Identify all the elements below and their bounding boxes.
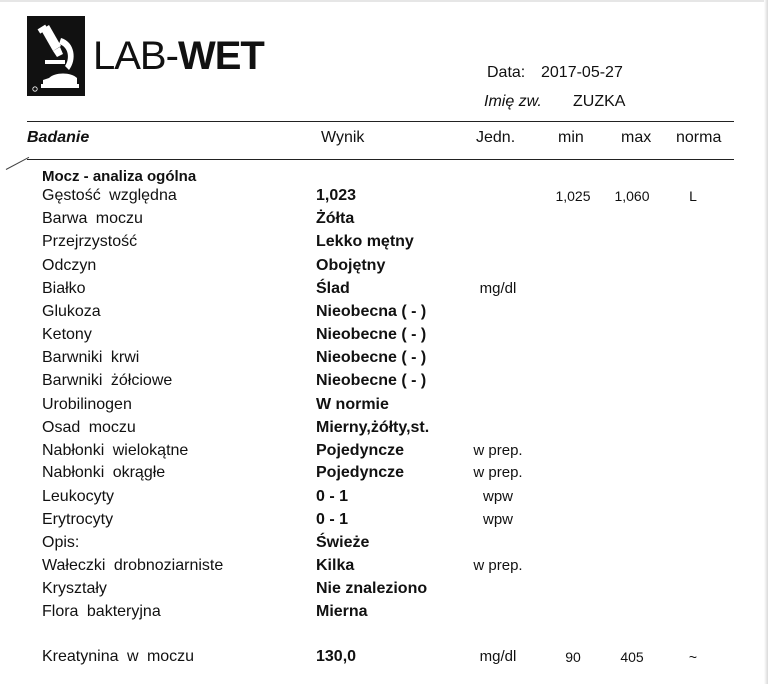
name-label: Imię zw. <box>484 93 542 110</box>
microscope-logo-icon <box>27 16 85 96</box>
table-row <box>0 256 768 279</box>
column-header-min: min <box>558 129 584 146</box>
column-header-test: Badanie <box>27 129 90 146</box>
row-test-name: Urobilinogen <box>42 396 132 413</box>
row-test-name: Flora bakteryjna <box>42 603 161 620</box>
row-unit: w prep. <box>473 557 523 574</box>
table-row <box>0 279 768 302</box>
row-test-name: Ketony <box>42 326 92 343</box>
pen-mark <box>6 157 29 170</box>
row-result: Świeże <box>316 534 370 551</box>
row-result: 0 - 1 <box>316 488 349 505</box>
row-test-name: Kryształy <box>42 580 107 597</box>
column-header-result: Wynik <box>321 129 365 146</box>
table-row <box>0 533 768 556</box>
row-min: 90 <box>565 649 581 665</box>
row-test-name: Leukocyty <box>42 488 115 505</box>
column-header-norm: norma <box>676 129 722 146</box>
row-result: Mierny,żółty,st. <box>316 419 430 436</box>
table-row <box>0 348 768 371</box>
table-row <box>0 441 768 464</box>
brand-logo-text <box>93 33 264 79</box>
row-result: 0 - 1 <box>316 511 349 528</box>
table-row <box>0 325 768 348</box>
row-test-name: Przejrzystość <box>42 233 138 250</box>
brand-logo-part-light: LAB- <box>93 34 178 78</box>
row-unit: mg/dl <box>479 280 517 297</box>
row-unit: w prep. <box>473 442 523 459</box>
row-result: Mierna <box>316 603 368 620</box>
row-result: 1,023 <box>316 187 357 204</box>
table-row <box>0 510 768 533</box>
table-top-rule <box>27 121 734 122</box>
table-row <box>0 371 768 394</box>
table-row <box>0 579 768 602</box>
row-result: Nieobecne ( - ) <box>316 349 427 366</box>
column-header-unit: Jedn. <box>476 129 516 146</box>
row-norm: L <box>689 188 697 204</box>
row-unit: wpw <box>482 488 513 505</box>
table-header-rule <box>27 159 734 160</box>
row-test-name: Osad moczu <box>42 419 136 436</box>
date-value: 2017-05-27 <box>541 64 623 81</box>
table-row <box>0 418 768 441</box>
row-max: 405 <box>620 649 644 665</box>
row-result: Żółta <box>316 210 355 227</box>
table-row <box>0 487 768 510</box>
table-row <box>0 209 768 232</box>
table-row <box>0 395 768 418</box>
name-value: ZUZKA <box>573 93 626 110</box>
row-test-name: Białko <box>42 280 86 297</box>
row-result: Ślad <box>316 280 350 297</box>
row-test-name: Erytrocyty <box>42 511 114 528</box>
table-row <box>0 602 768 625</box>
row-test-name: Odczyn <box>42 257 97 274</box>
row-test-name: Barwniki żółciowe <box>42 372 173 389</box>
row-test-name: Barwniki krwi <box>42 349 140 366</box>
row-test-name: Kreatynina w moczu <box>42 648 195 665</box>
row-result: Obojętny <box>316 257 386 274</box>
row-unit: wpw <box>482 511 513 528</box>
date-label: Data: <box>487 64 526 81</box>
row-result: W normie <box>316 396 389 413</box>
row-unit: mg/dl <box>479 648 517 665</box>
table-row <box>0 463 768 486</box>
row-test-name: Nabłonki wielokątne <box>42 442 189 459</box>
row-result: Kilka <box>316 557 355 574</box>
row-test-name: Wałeczki drobnoziarniste <box>42 557 224 574</box>
scan-top-edge <box>0 0 768 2</box>
row-min: 1,025 <box>555 188 591 204</box>
row-norm: ~ <box>688 649 698 665</box>
row-unit: w prep. <box>473 464 523 481</box>
row-test-name: Gęstość względna <box>42 187 177 204</box>
row-result: 130,0 <box>316 648 357 665</box>
row-result: Lekko mętny <box>316 233 414 250</box>
row-result: Nieobecna ( - ) <box>316 303 427 320</box>
row-result: Nieobecne ( - ) <box>316 372 427 389</box>
row-result: Nie znaleziono <box>316 580 428 597</box>
brand-logo-part-bold: WET <box>177 34 264 78</box>
row-test-name: Opis: <box>42 534 80 551</box>
section-title: Mocz - analiza ogólna <box>42 168 197 185</box>
table-row <box>0 232 768 255</box>
row-result: Pojedyncze <box>316 442 405 459</box>
row-result: Pojedyncze <box>316 464 405 481</box>
row-test-name: Glukoza <box>42 303 101 320</box>
table-row <box>0 556 768 579</box>
table-row <box>0 186 768 209</box>
row-test-name: Barwa moczu <box>42 210 143 227</box>
column-header-max: max <box>621 129 652 146</box>
row-test-name: Nabłonki okrągłe <box>42 464 166 481</box>
row-result: Nieobecne ( - ) <box>316 326 427 343</box>
table-row-kreatynina <box>0 647 768 670</box>
table-row <box>0 302 768 325</box>
row-max: 1,060 <box>614 188 650 204</box>
